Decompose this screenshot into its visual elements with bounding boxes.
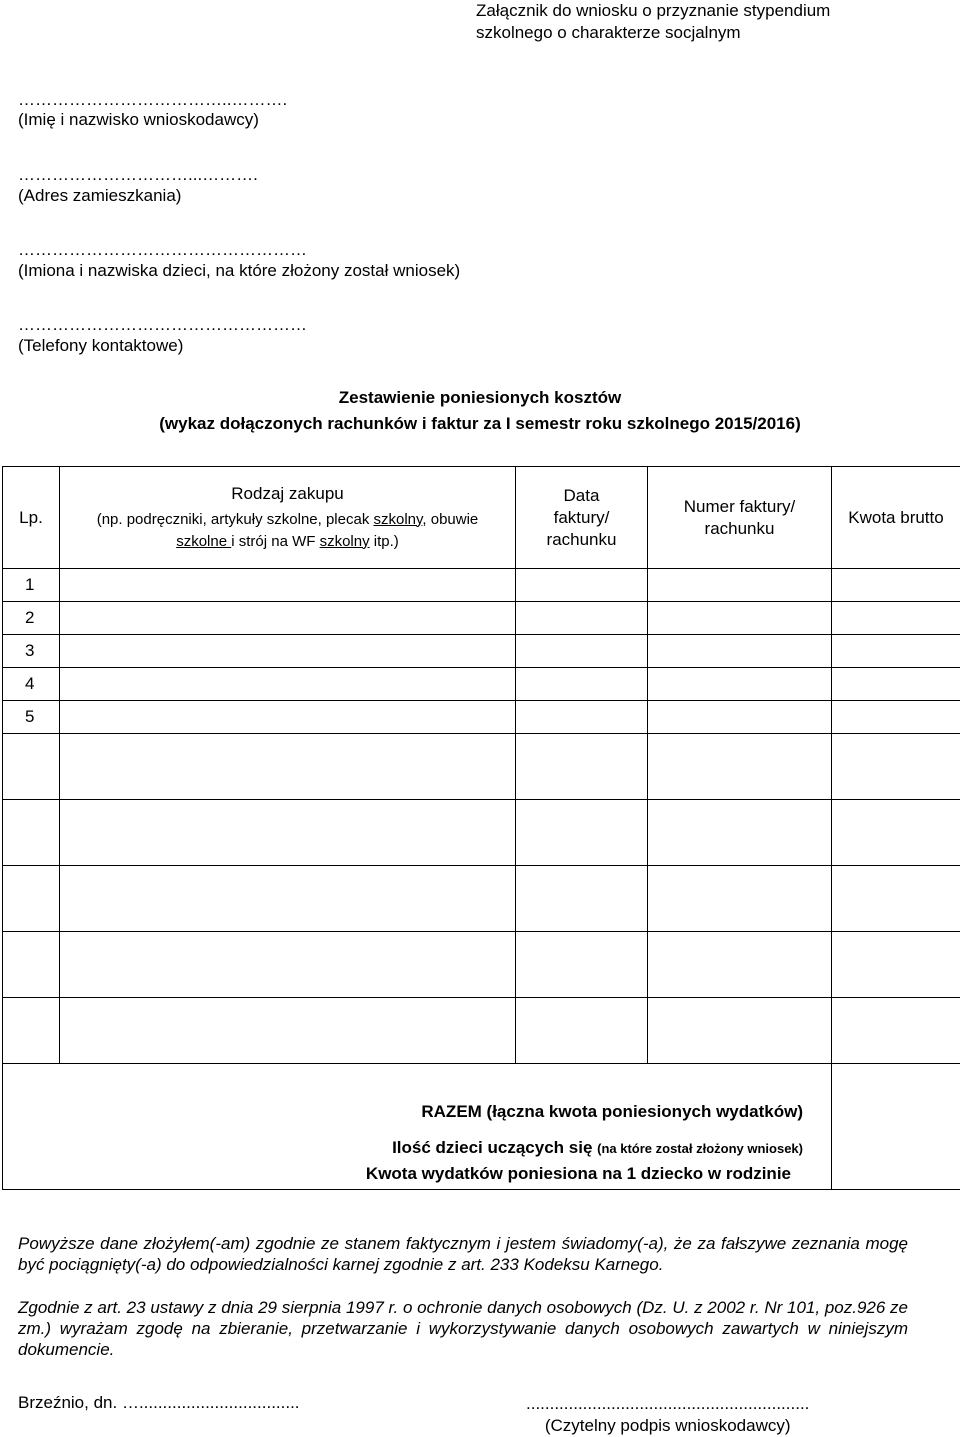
row-number: 2 (3, 602, 60, 635)
table-row-blank (3, 800, 960, 866)
header-invoice-date (516, 467, 648, 569)
header-purchase-type-desc (60, 509, 515, 553)
row-number-cell (3, 734, 60, 800)
invoice-number-cell[interactable] (648, 668, 832, 701)
summary-children-label (392, 1138, 803, 1158)
children-names-label: (Imiona i nazwiska dzieci, na które złożony został wniosek) (18, 261, 460, 281)
summary-labels (3, 1064, 831, 1189)
invoice-number-cell[interactable] (648, 635, 832, 668)
header-lp: Lp. (3, 467, 60, 569)
row-number: 1 (3, 569, 60, 602)
purchase-type-cell[interactable] (60, 701, 516, 734)
table-row-blank (3, 932, 960, 998)
row-number: 4 (3, 668, 60, 701)
attachment-note (476, 0, 830, 44)
document-title: Zestawienie poniesionych kosztów (0, 388, 960, 408)
address-dots[interactable]: …………………………...………. (18, 165, 258, 185)
invoice-date-cell[interactable] (516, 866, 648, 932)
invoice-date-cell[interactable] (516, 998, 648, 1064)
gross-amount-cell[interactable] (832, 668, 960, 701)
applicant-name-label: (Imię i nazwisko wnioskodawcy) (18, 110, 259, 130)
invoice-number-cell[interactable] (648, 866, 832, 932)
invoice-number-cell[interactable] (648, 932, 832, 998)
purchase-type-cell[interactable] (60, 998, 516, 1064)
gross-amount-cell[interactable] (832, 800, 960, 866)
table-header-row (3, 467, 960, 569)
place-date-field[interactable]: Brzeźnio, dn. ….................................. (18, 1393, 300, 1413)
summary-children-main: Ilość dzieci uczących się (392, 1138, 597, 1157)
invoice-date-cell[interactable] (516, 734, 648, 800)
attachment-note-line-1: Załącznik do wniosku o przyznanie stypendium (476, 0, 830, 22)
header-number-line-1: Numer faktury/ (648, 496, 831, 518)
invoice-date-cell[interactable] (516, 800, 648, 866)
signature-block (526, 1393, 809, 1437)
desc-underlined-1: szkolny (374, 511, 423, 528)
summary-per-child-label: Kwota wydatków poniesiona na 1 dziecko w rodzinie (366, 1164, 791, 1184)
row-number-cell (3, 800, 60, 866)
purchase-type-cell[interactable] (60, 602, 516, 635)
row-number: 5 (3, 701, 60, 734)
table-row (3, 635, 960, 668)
desc-part-1: (np. podręczniki, artykuły szkolne, plecak (97, 511, 374, 528)
gross-amount-cell[interactable] (832, 602, 960, 635)
invoice-number-cell[interactable] (648, 602, 832, 635)
costs-table (2, 466, 960, 1190)
table-row (3, 668, 960, 701)
gross-amount-cell[interactable] (832, 998, 960, 1064)
gross-amount-cell[interactable] (832, 932, 960, 998)
purchase-type-cell[interactable] (60, 800, 516, 866)
table-row-blank (3, 998, 960, 1064)
gross-amount-cell[interactable] (832, 734, 960, 800)
row-number-cell (3, 932, 60, 998)
purchase-type-cell[interactable] (60, 668, 516, 701)
header-invoice-number (648, 467, 832, 569)
gross-amount-cell[interactable] (832, 569, 960, 602)
applicant-name-dots[interactable]: ………………………………..………. (18, 90, 287, 110)
summary-children-note: (na które został złożony wniosek) (597, 1141, 803, 1156)
invoice-number-cell[interactable] (648, 800, 832, 866)
invoice-date-cell[interactable] (516, 569, 648, 602)
desc-underlined-2: szkolne (176, 533, 231, 550)
invoice-date-cell[interactable] (516, 668, 648, 701)
gross-amount-cell[interactable] (832, 701, 960, 734)
signature-label: (Czytelny podpis wnioskodawcy) (526, 1415, 809, 1437)
row-number-cell (3, 998, 60, 1064)
signature-dots[interactable]: ............................................................ (526, 1393, 809, 1415)
header-date-line-1: Data (516, 485, 647, 507)
desc-underlined-3: szkolny (320, 533, 370, 550)
purchase-type-cell[interactable] (60, 866, 516, 932)
table-row (3, 701, 960, 734)
purchase-type-cell[interactable] (60, 569, 516, 602)
invoice-number-cell[interactable] (648, 701, 832, 734)
header-gross-amount: Kwota brutto (832, 467, 960, 569)
gross-amount-cell[interactable] (832, 635, 960, 668)
attachment-note-line-2: szkolnego o charakterze socjalnym (476, 22, 830, 44)
address-label: (Adres zamieszkania) (18, 186, 181, 206)
gross-amount-cell[interactable] (832, 866, 960, 932)
invoice-date-cell[interactable] (516, 602, 648, 635)
header-purchase-type-title: Rodzaj zakupu (60, 483, 515, 505)
declaration-truthfulness: Powyższe dane złożyłem(-am) zgodnie ze stanem faktycznym i jestem świadomy(-a), że za fałszywe zeznania mogę być pociągnięty(-a) do odpowiedzialności karnej zgodnie z art. 233 Kodeksu Karnego. (18, 1233, 908, 1275)
invoice-date-cell[interactable] (516, 635, 648, 668)
document-subtitle: (wykaz dołączonych rachunków i faktur za I semestr roku szkolnego 2015/2016) (0, 414, 960, 434)
purchase-type-cell[interactable] (60, 734, 516, 800)
row-number-cell (3, 866, 60, 932)
invoice-number-cell[interactable] (648, 734, 832, 800)
summary-labels-cell (3, 1064, 832, 1190)
purchase-type-cell[interactable] (60, 932, 516, 998)
table-row (3, 602, 960, 635)
table-row-blank (3, 734, 960, 800)
declaration-data-consent: Zgodnie z art. 23 ustawy z dnia 29 sierpnia 1997 r. o ochronie danych osobowych (Dz. U. z 2002 r. Nr 101, poz.926 ze zm.) wyrażam zgodę na zbieranie, przetwarzanie i wykorzystywanie danych osobowych zawartych w niniejszym dokumencie. (18, 1297, 908, 1360)
phones-dots[interactable]: …………………………………………… (18, 315, 307, 335)
invoice-date-cell[interactable] (516, 701, 648, 734)
table-row-blank (3, 866, 960, 932)
summary-row (3, 1064, 960, 1190)
desc-part-3: i strój na WF (231, 533, 319, 550)
invoice-date-cell[interactable] (516, 932, 648, 998)
summary-total-label: RAZEM (łączna kwota poniesionych wydatków) (421, 1102, 803, 1122)
header-date-line-2: faktury/ (516, 507, 647, 529)
row-number: 3 (3, 635, 60, 668)
summary-values-cell[interactable] (832, 1064, 960, 1190)
phones-label: (Telefony kontaktowe) (18, 336, 183, 356)
invoice-number-cell[interactable] (648, 569, 832, 602)
header-purchase-type (60, 467, 516, 569)
header-date-line-3: rachunku (516, 529, 647, 551)
children-names-dots[interactable]: …………………………………………… (18, 240, 307, 260)
table-row (3, 569, 960, 602)
header-number-line-2: rachunku (648, 518, 831, 540)
desc-part-2: , obuwie (422, 511, 478, 528)
purchase-type-cell[interactable] (60, 635, 516, 668)
invoice-number-cell[interactable] (648, 998, 832, 1064)
desc-part-4: itp.) (370, 533, 399, 550)
